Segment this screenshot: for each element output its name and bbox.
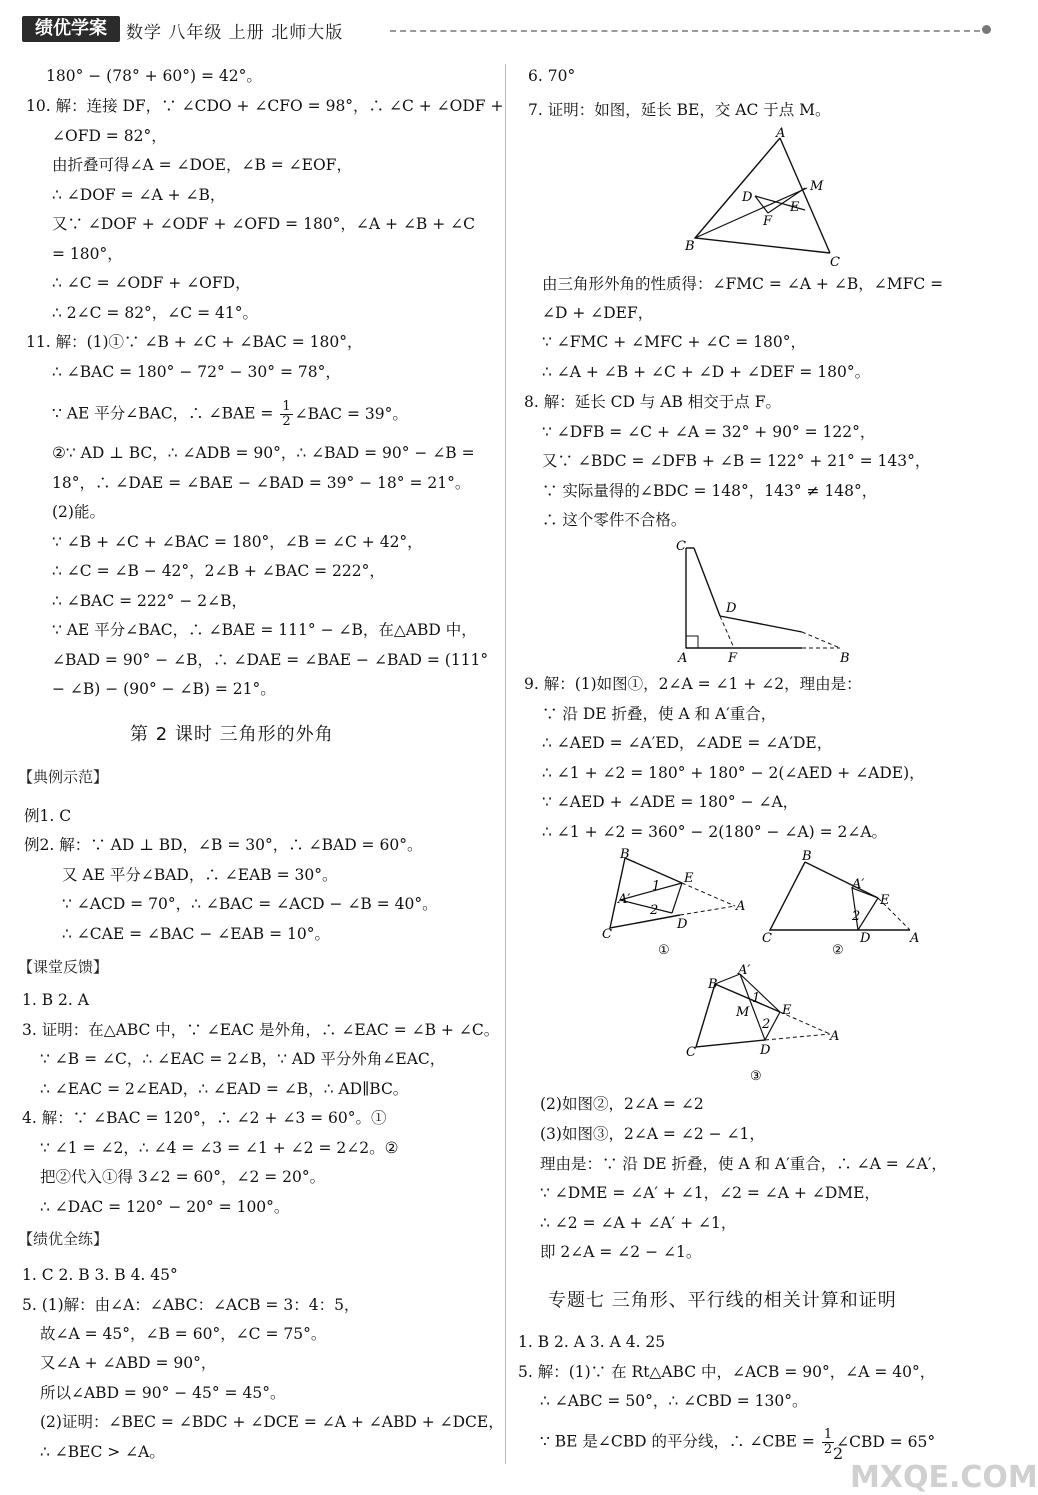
answer-line: ∵ AE 平分∠BAC，∴ ∠BAE = 111° − ∠B，在△ABD 中， xyxy=(52,621,477,639)
answer-line: (2)如图②，2∠A = ∠2 xyxy=(540,1095,704,1113)
answer-line: ∵ ∠B + ∠C + ∠BAC = 180°，∠B = ∠C + 42°， xyxy=(52,533,423,551)
svg-text:A: A xyxy=(736,899,746,914)
svg-text:②: ② xyxy=(832,943,844,958)
example-line: 例2. 解：∵ AD ⊥ BD，∠B = 30°，∴ ∠BAD = 60°。 xyxy=(24,836,423,854)
answer-line: = 180°， xyxy=(52,245,123,263)
answer-line: ∴ ∠C = ∠ODF + ∠OFD， xyxy=(52,274,251,292)
svg-text:E: E xyxy=(790,200,800,215)
svg-text:F: F xyxy=(728,651,738,666)
answer-line: ②∵ AD ⊥ BC，∴ ∠ADB = 90°，∴ ∠BAD = 90° − ∠B = xyxy=(52,444,475,462)
svg-text:③: ③ xyxy=(750,1069,762,1084)
header-rule xyxy=(390,30,980,32)
answer-line: ∴ 这个零件不合格。 xyxy=(542,511,687,529)
practice-line: ∴ ∠BEC > ∠A。 xyxy=(40,1443,165,1461)
answer-line: 9. 解：(1)如图①，2∠A = ∠1 + ∠2，理由是： xyxy=(524,675,862,693)
answer-line: 6. 70° xyxy=(528,67,576,85)
svg-text:C: C xyxy=(676,539,686,554)
feedback-line: 把②代入①得 3∠2 = 60°，∠2 = 20°。 xyxy=(40,1168,326,1186)
svg-text:D: D xyxy=(860,931,871,946)
svg-text:2: 2 xyxy=(762,1017,771,1032)
answer-line: 180° − (78° + 60°) = 42°。 xyxy=(46,67,262,85)
figure-7-triangle xyxy=(680,128,860,268)
answer-line: 10. 解：连接 DF，∵ ∠CDO + ∠CFO = 98°，∴ ∠C + ∠ODF + xyxy=(26,97,504,115)
answer-line: 理由是：∵ 沿 DE 折叠，使 A 和 A′重合，∴ ∠A = ∠A′， xyxy=(540,1155,947,1173)
answer-line: 18°，∴ ∠DAE = ∠BAE − ∠BAD = 39° − 18° = 21°。 xyxy=(52,474,471,492)
answer-line: 由三角形外角的性质得：∠FMC = ∠A + ∠B，∠MFC = xyxy=(542,275,944,293)
practice-line: 又∠A + ∠ABD = 90°， xyxy=(40,1354,217,1372)
answer-line: 8. 解：延长 CD 与 AB 相交于点 F。 xyxy=(524,393,781,411)
feedback-line: ∵ ∠1 = ∠2，∴ ∠4 = ∠3 = ∠1 + ∠2 = 2∠2。② xyxy=(40,1139,399,1157)
fraction: $\frac{1}{2}$ xyxy=(823,1427,833,1457)
svg-text:A′: A′ xyxy=(618,892,631,907)
answer-line: ∵ 实际量得的∠BDC = 148°，143° ≠ 148°， xyxy=(542,482,878,500)
svg-text:D: D xyxy=(677,917,688,932)
svg-text:D: D xyxy=(760,1043,771,1058)
feedback-line: ∴ ∠DAC = 120° − 20° = 100°。 xyxy=(40,1198,290,1216)
topic-line: ∵ BE 是∠CBD 的平分线，∴ ∠CBE = $\frac{1}{2}$ ∠CBD = 65° xyxy=(540,1427,936,1457)
lesson-title: 第 2 课时 三角形的外角 xyxy=(130,724,334,745)
answer-line: ∵ AE 平分∠BAC，∴ ∠BAE = $\frac{1}{2}$ ∠BAC = 39°。 xyxy=(52,399,408,429)
answer-line: ∴ 2∠C = 82°，∠C = 41°。 xyxy=(52,304,258,322)
practice-line: 1. C 2. B 3. B 4. 45° xyxy=(22,1266,178,1284)
svg-text:1: 1 xyxy=(652,879,661,894)
topic-title: 专题七 三角形、平行线的相关计算和证明 xyxy=(548,1290,897,1311)
example-line: ∴ ∠CAE = ∠BAC − ∠EAB = 10°。 xyxy=(62,925,330,943)
topic-line: ∴ ∠ABC = 50°，∴ ∠CBD = 130°。 xyxy=(540,1392,808,1410)
answer-line: ∴ ∠1 + ∠2 = 360° − 2(180° − ∠A) = 2∠A。 xyxy=(542,823,888,841)
svg-text:E: E xyxy=(880,893,890,908)
svg-text:B: B xyxy=(620,847,630,862)
answer-line: ∵ ∠DFB = ∠C + ∠A = 32° + 90° = 122°， xyxy=(542,423,876,441)
svg-text:A′: A′ xyxy=(852,877,865,892)
svg-text:F: F xyxy=(763,214,773,229)
figure-9-1 xyxy=(600,848,755,960)
figure-9-2 xyxy=(760,848,925,960)
practice-line: 所以∠ABD = 90° − 45° = 45°。 xyxy=(40,1384,286,1402)
feedback-line: 3. 证明：在△ABC 中，∵ ∠EAC 是外角，∴ ∠EAC = ∠B + ∠C。 xyxy=(22,1021,500,1039)
topic-line: 1. B 2. A 3. A 4. 25 xyxy=(518,1333,666,1351)
answer-line: ∠D + ∠DEF， xyxy=(542,304,654,322)
answer-line: ∴ ∠AED = ∠A′ED，∠ADE = ∠A′DE， xyxy=(542,734,833,752)
page-header xyxy=(0,8,1000,44)
answer-line: ∴ ∠A + ∠B + ∠C + ∠D + ∠DEF = 180°。 xyxy=(542,363,871,381)
section-tag-practice: 【绩优全练】 xyxy=(18,1230,109,1248)
answer-line: (2)能。 xyxy=(52,503,105,521)
svg-text:2: 2 xyxy=(852,909,861,924)
practice-line: 5. (1)解：由∠A：∠ABC：∠ACB = 3：4：5， xyxy=(22,1296,360,1314)
section-tag-example: 【典例示范】 xyxy=(18,768,109,786)
example-line: 例1. C xyxy=(24,807,72,825)
svg-text:C: C xyxy=(830,255,840,270)
header-dot xyxy=(982,25,991,34)
feedback-line: 1. B 2. A xyxy=(22,991,89,1009)
answer-line: ∴ ∠1 + ∠2 = 180° + 180° − 2(∠AED + ∠ADE)， xyxy=(542,764,925,782)
svg-text:A: A xyxy=(678,651,688,666)
svg-text:E: E xyxy=(684,871,694,886)
answer-line: ∴ ∠2 = ∠A + ∠A′ + ∠1， xyxy=(540,1214,737,1232)
figure-8-part xyxy=(672,538,862,668)
svg-text:D: D xyxy=(726,601,737,616)
svg-text:C: C xyxy=(602,927,612,942)
watermark: MXQE.COM xyxy=(850,1460,1038,1495)
answer-line: 又∵ ∠DOF + ∠ODF + ∠OFD = 180°，∠A + ∠B + ∠C xyxy=(52,215,476,233)
subject-label: 数学 八年级 上册 北师大版 xyxy=(126,23,344,43)
answer-line: ∵ ∠AED + ∠ADE = 180° − ∠A， xyxy=(542,793,799,811)
practice-line: (2)证明：∠BEC = ∠BDC + ∠DCE = ∠A + ∠ABD + ∠DCE， xyxy=(40,1413,504,1431)
svg-text:M: M xyxy=(810,179,824,194)
svg-text:B: B xyxy=(840,651,850,666)
svg-text:2: 2 xyxy=(650,903,659,918)
svg-text:1: 1 xyxy=(752,991,761,1006)
answer-line: ∴ ∠BAC = 180° − 72° − 30° = 78°， xyxy=(52,363,341,381)
feedback-line: ∴ ∠EAC = 2∠EAD，∴ ∠EAD = ∠B，∴ AD∥BC。 xyxy=(40,1080,409,1098)
svg-text:①: ① xyxy=(658,943,670,958)
answer-line: ∠BAD = 90° − ∠B，∴ ∠DAE = ∠BAE − ∠BAD = (111° xyxy=(52,651,489,669)
svg-text:M: M xyxy=(736,1005,750,1020)
svg-text:E: E xyxy=(782,1003,792,1018)
svg-text:A: A xyxy=(910,931,920,946)
answer-line: 7. 证明：如图，延长 BE，交 AC 于点 M。 xyxy=(528,101,831,119)
answer-line: ∵ 沿 DE 折叠，使 A 和 A′重合， xyxy=(542,705,777,723)
answer-line: 11. 解：(1)①∵ ∠B + ∠C + ∠BAC = 180°， xyxy=(26,333,363,351)
answer-line: (3)如图③，2∠A = ∠2 − ∠1， xyxy=(540,1125,765,1143)
practice-line: 故∠A = 45°，∠B = 60°，∠C = 75°。 xyxy=(40,1325,327,1343)
answer-line: 又∵ ∠BDC = ∠DFB + ∠B = 122° + 21° = 143°， xyxy=(542,452,931,470)
column-divider xyxy=(505,64,506,1464)
fig7-label: A xyxy=(776,126,786,141)
answer-line: ∠OFD = 82°， xyxy=(52,127,167,145)
answer-line: ∴ ∠BAC = 222° − 2∠B， xyxy=(52,592,247,610)
example-line: ∵ ∠ACD = 70°，∴ ∠BAC = ∠ACD − ∠B = 40°。 xyxy=(62,895,438,913)
answer-line: 即 2∠A = ∠2 − ∠1。 xyxy=(540,1243,702,1261)
example-line: 又 AE 平分∠BAD，∴ ∠EAB = 30°。 xyxy=(62,866,338,884)
svg-text:B: B xyxy=(708,977,718,992)
section-tag-feedback: 【课堂反馈】 xyxy=(18,958,109,976)
answer-line: ∵ ∠DME = ∠A′ + ∠1，∠2 = ∠A + ∠DME， xyxy=(540,1184,880,1202)
svg-text:A: A xyxy=(830,1029,840,1044)
svg-text:B: B xyxy=(685,239,695,254)
svg-text:B: B xyxy=(802,849,812,864)
svg-text:C: C xyxy=(686,1045,696,1060)
answer-line: ∴ ∠DOF = ∠A + ∠B， xyxy=(52,186,226,204)
svg-text:A′: A′ xyxy=(738,963,751,978)
svg-text:D: D xyxy=(742,190,753,205)
brand-logo: 绩优学案 xyxy=(22,16,120,42)
feedback-line: ∵ ∠B = ∠C，∴ ∠EAC = 2∠B，∵ AD 平分外角∠EAC， xyxy=(40,1050,446,1068)
answer-line: ∵ ∠FMC + ∠MFC + ∠C = 180°， xyxy=(542,333,806,351)
figure-9-3 xyxy=(680,962,850,1084)
svg-text:C: C xyxy=(762,931,772,946)
answer-line: ∴ ∠C = ∠B − 42°，2∠B + ∠BAC = 222°， xyxy=(52,562,385,580)
answer-line: − ∠B) − (90° − ∠B) = 21°。 xyxy=(52,680,276,698)
feedback-line: 4. 解：∵ ∠BAC = 120°，∴ ∠2 + ∠3 = 60°。① xyxy=(22,1109,387,1127)
fraction: $\frac{1}{2}$ xyxy=(282,399,291,429)
answer-line: 由折叠可得∠A = ∠DOE，∠B = ∠EOF， xyxy=(52,156,352,174)
page-number: 2 xyxy=(833,1444,844,1463)
topic-line: 5. 解：(1)∵ 在 Rt△ABC 中，∠ACB = 90°，∠A = 40°， xyxy=(518,1363,936,1381)
